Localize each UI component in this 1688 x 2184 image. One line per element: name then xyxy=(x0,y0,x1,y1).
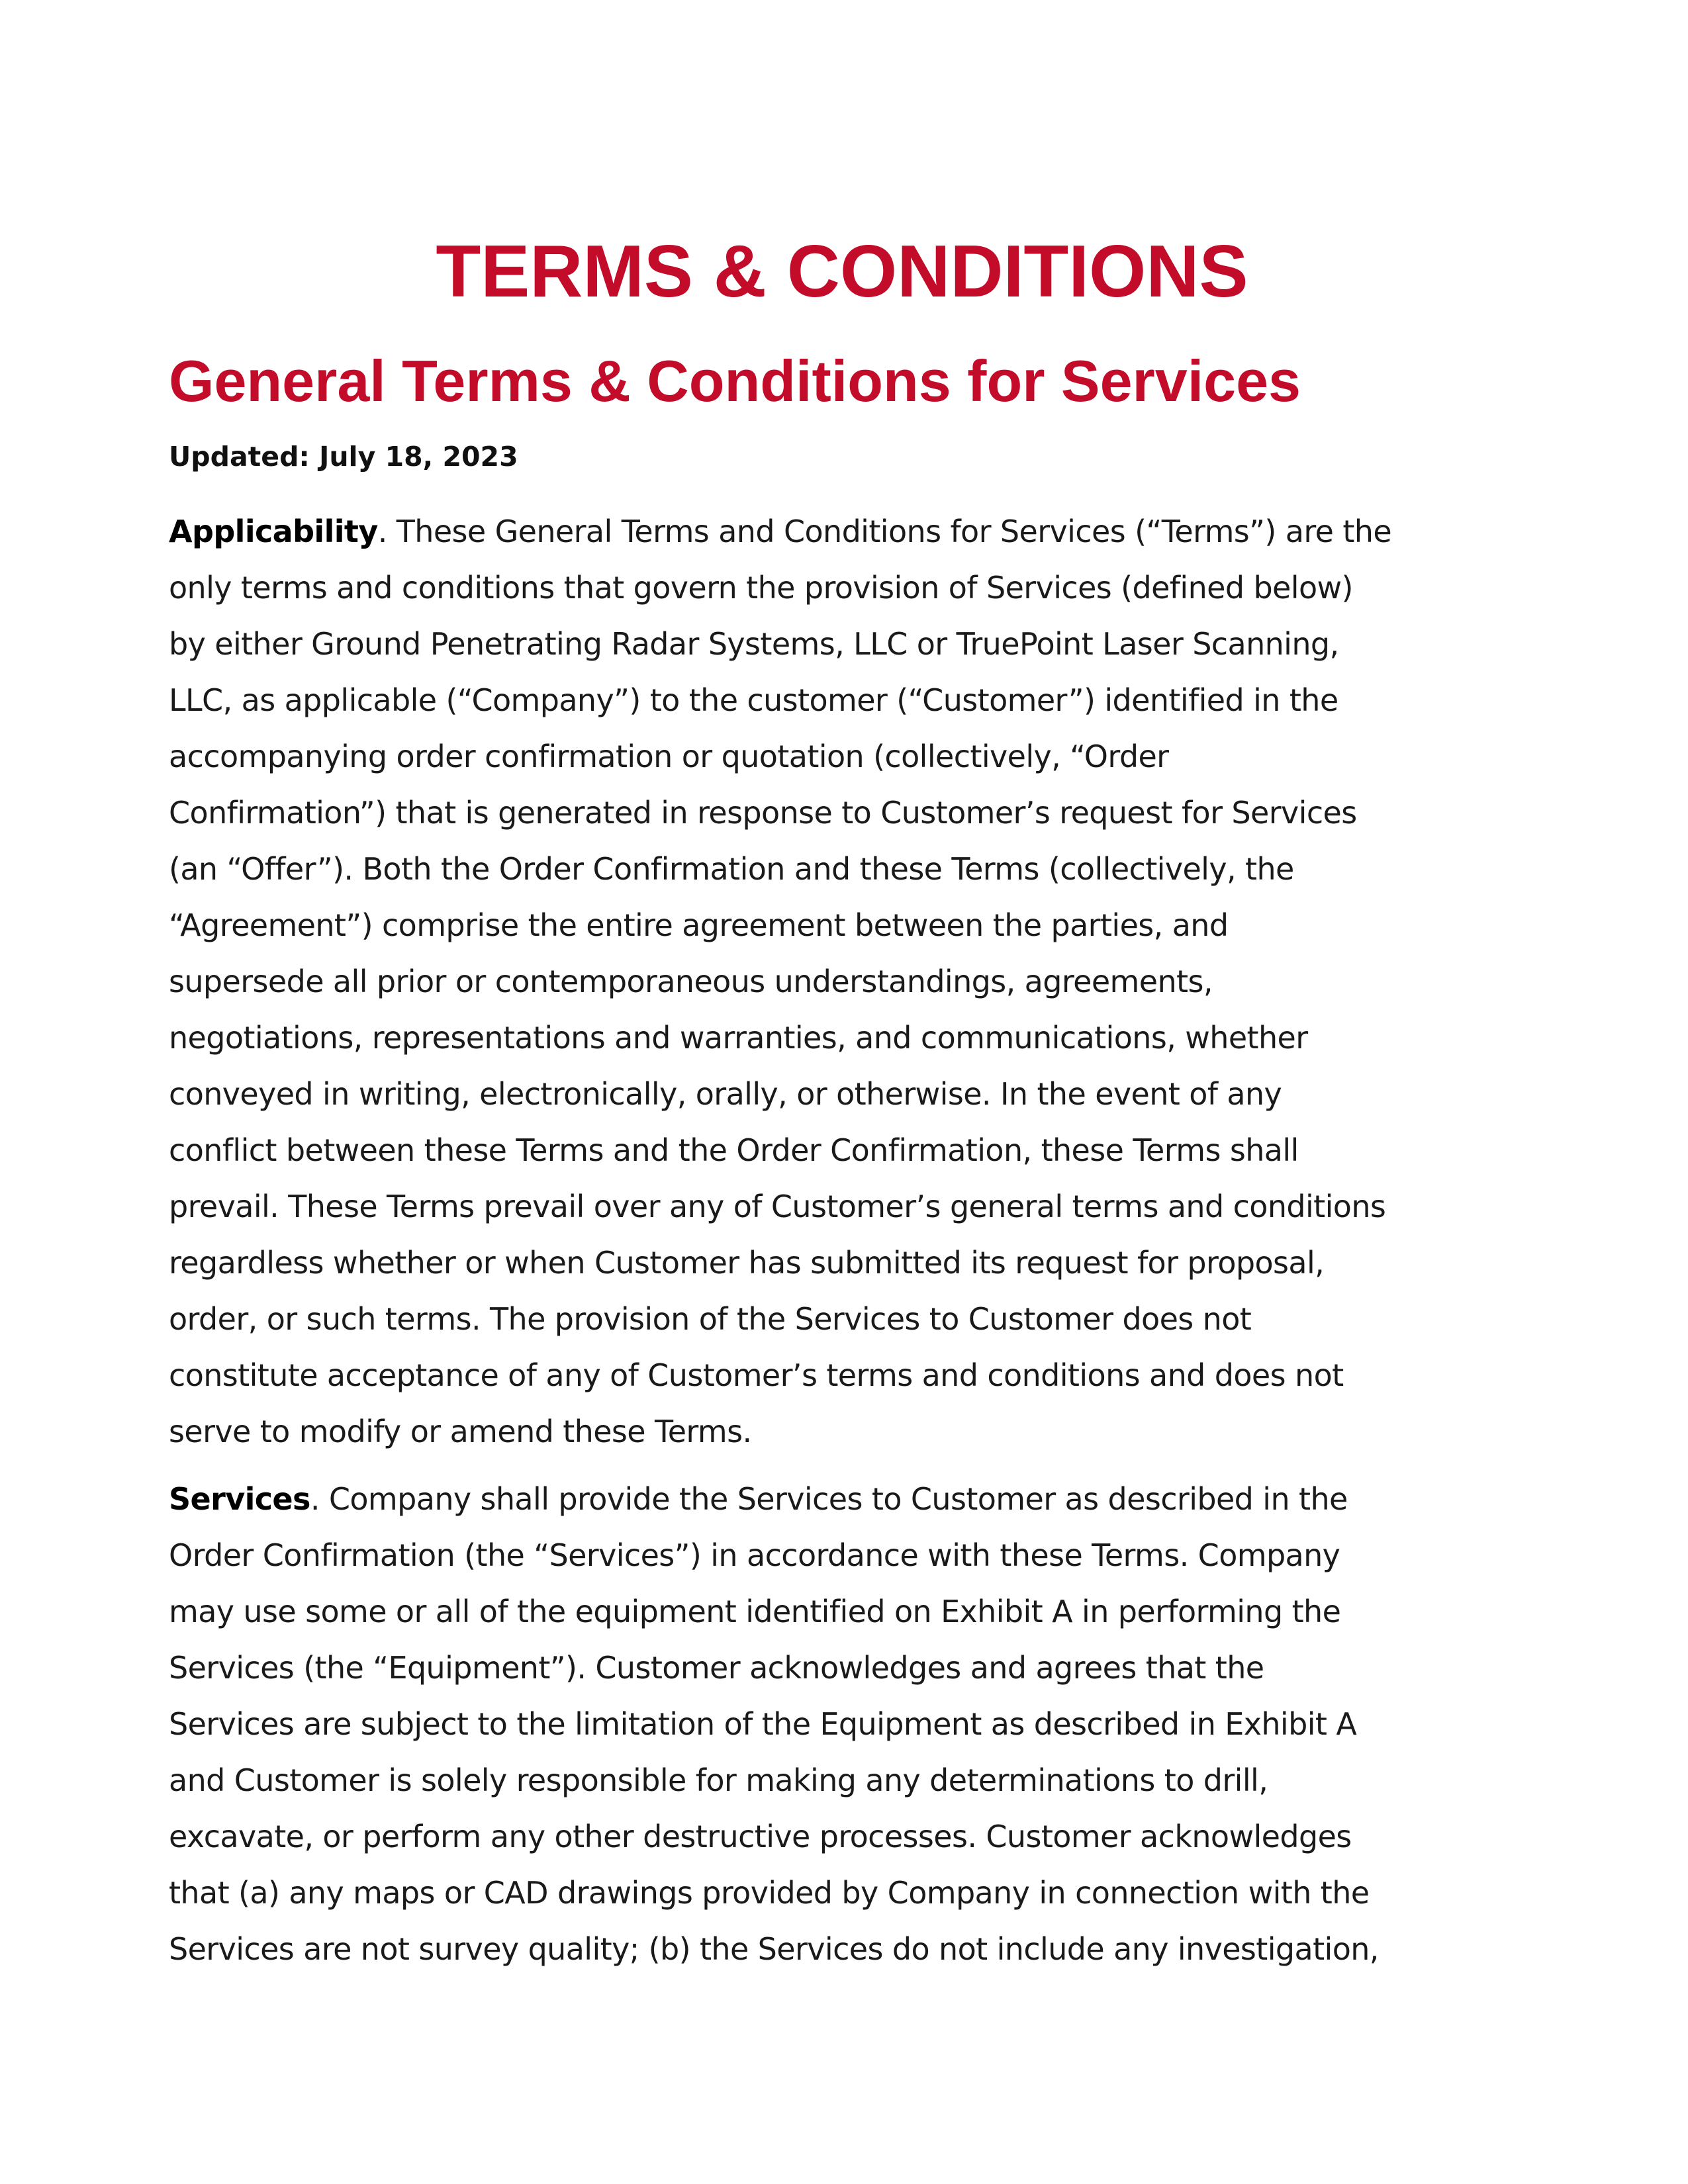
paragraph-line: Order Confirmation (the “Services”) in accordance with these Terms. Company xyxy=(169,1537,1340,1573)
paragraph-line: negotiations, representations and warranties, and communications, whether xyxy=(169,1020,1308,1056)
paragraph-line: Services are subject to the limitation of the Equipment as described in Exhibit A xyxy=(169,1706,1357,1742)
section-services xyxy=(169,1471,1379,1978)
section-heading: Services xyxy=(169,1481,310,1517)
paragraph-line: serve to modify or amend these Terms. xyxy=(169,1414,752,1449)
paragraph-line: conflict between these Terms and the Order Confirmation, these Terms shall xyxy=(169,1132,1299,1168)
paragraph-line: Services (the “Equipment”). Customer acknowledges and agrees that the xyxy=(169,1650,1264,1686)
paragraph-line: supersede all prior or contemporaneous understandings, agreements, xyxy=(169,964,1213,999)
line-text: . These General Terms and Conditions for Services (“Terms”) are the xyxy=(377,514,1392,549)
paragraph-line: Confirmation”) that is generated in response to Customer’s request for Services xyxy=(169,795,1357,831)
paragraph-line xyxy=(169,504,1391,560)
paragraph-line: order, or such terms. The provision of the Services to Customer does not xyxy=(169,1301,1252,1337)
paragraph-line: conveyed in writing, electronically, orally, or otherwise. In the event of any xyxy=(169,1076,1282,1112)
paragraph-line: and Customer is solely responsible for making any determinations to drill, xyxy=(169,1762,1268,1798)
paragraph-line xyxy=(169,1471,1379,1527)
paragraph-line: constitute acceptance of any of Customer’s terms and conditions and does not xyxy=(169,1357,1344,1393)
paragraph-line: Services are not survey quality; (b) the Services do not include any investigation, xyxy=(169,1931,1379,1967)
paragraph-line: may use some or all of the equipment identified on Exhibit A in performing the xyxy=(169,1594,1341,1629)
paragraph-line: prevail. These Terms prevail over any of Customer’s general terms and conditions xyxy=(169,1189,1386,1224)
paragraph-line: regardless whether or when Customer has submitted its request for proposal, xyxy=(169,1245,1325,1281)
document-subtitle: General Terms & Conditions for Services xyxy=(169,348,1301,414)
updated-date: Updated: July 18, 2023 xyxy=(169,441,518,473)
section-heading: Applicability xyxy=(169,514,378,549)
paragraph-line: only terms and conditions that govern the provision of Services (defined below) xyxy=(169,570,1353,606)
paragraph-line: accompanying order confirmation or quotation (collectively, “Order xyxy=(169,739,1169,774)
paragraph-line: by either Ground Penetrating Radar Systems, LLC or TruePoint Laser Scanning, xyxy=(169,626,1339,662)
line-text: . Company shall provide the Services to Customer as described in the xyxy=(310,1481,1348,1517)
paragraph-line: “Agreement”) comprise the entire agreement between the parties, and xyxy=(169,907,1229,943)
paragraph-line: excavate, or perform any other destructive processes. Customer acknowledges xyxy=(169,1819,1352,1854)
paragraph-line: (an “Offer”). Both the Order Confirmation and these Terms (collectively, the xyxy=(169,851,1294,887)
paragraph-line: LLC, as applicable (“Company”) to the customer (“Customer”) identified in the xyxy=(169,682,1338,718)
document-title: TERMS & CONDITIONS xyxy=(436,230,1248,312)
section-applicability xyxy=(169,504,1391,1460)
paragraph-line: that (a) any maps or CAD drawings provided by Company in connection with the xyxy=(169,1875,1370,1911)
